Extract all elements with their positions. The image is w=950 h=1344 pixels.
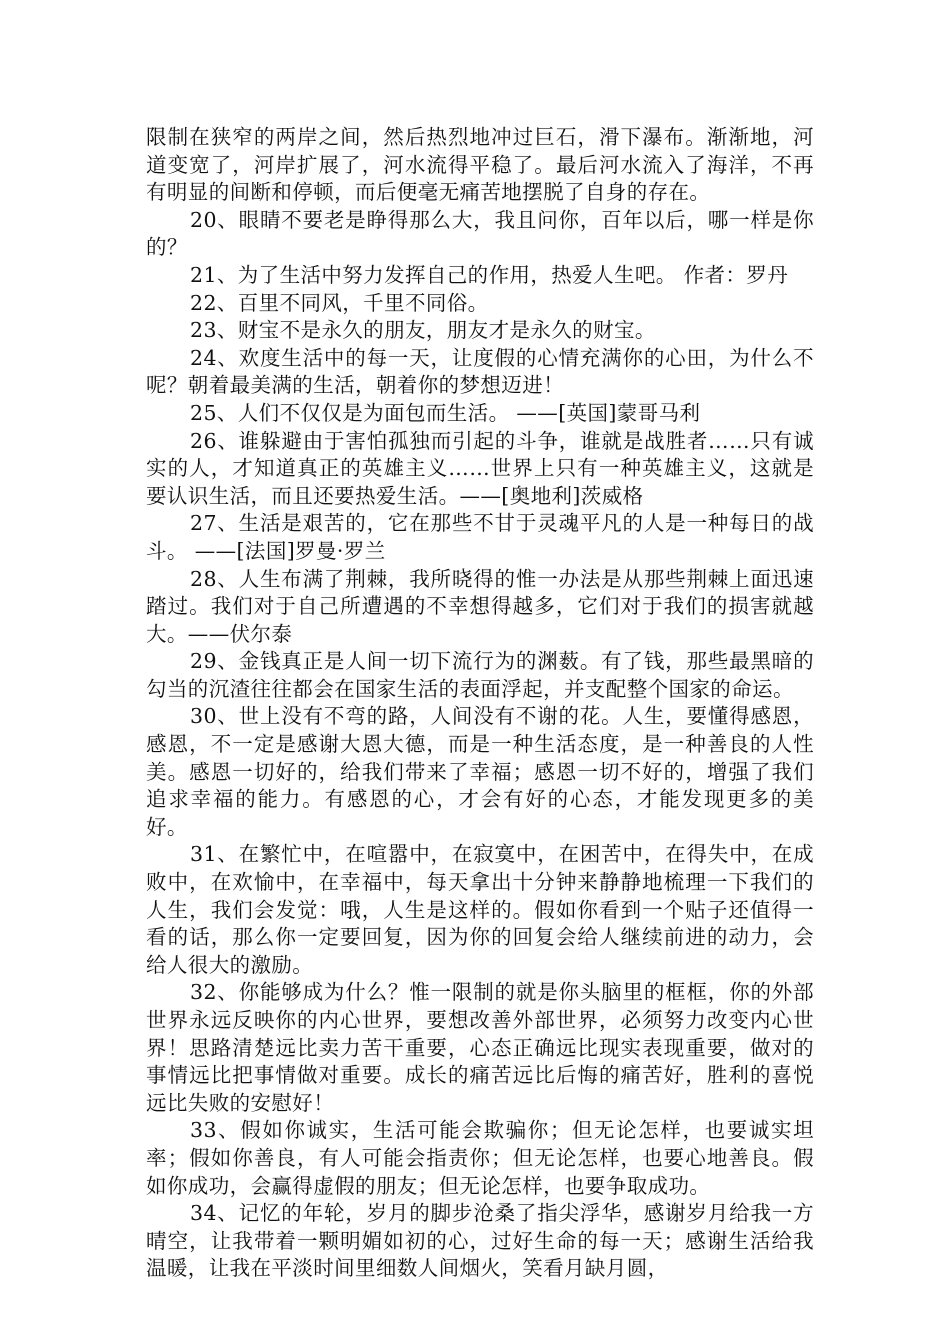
paragraph-quote-30: 30、世上没有不弯的路，人间没有不谢的花。人生，要懂得感恩，感恩，不一定是感谢大恩大德，而是一种生活态度，是一种善良的人性美。感恩一切好的，给我们带来了幸福；感恩一切不好的，增强了我们追求幸福的能力。有感恩的心，才会有好的心态，才能发现更多的美好。	[146, 704, 814, 839]
paragraph-quote-28: 28、人生布满了荆棘，我所晓得的惟一办法是从那些荆棘上面迅速踏过。我们对于自己所遭遇的不幸想得越多，它们对于我们的损害就越大。——伏尔泰	[146, 566, 814, 646]
paragraph-quote-32: 32、你能够成为什么？惟一限制的就是你头脑里的框框，你的外部世界永远反映你的内心世界，要想改善外部世界，必须努力改变内心世界！思路清楚远比卖力苦干重要，心态正确远比现实表现重要，做对的事情远比把事情做对重要。成长的痛苦远比后悔的痛苦好，胜利的喜悦远比失败的安慰好！	[146, 980, 814, 1115]
paragraph-quote-20: 20、眼睛不要老是睁得那么大，我且问你，百年以后，哪一样是你的？	[146, 207, 814, 260]
document-body	[146, 124, 814, 1283]
paragraph-quote-33: 33、假如你诚实，生活可能会欺骗你；但无论怎样，也要诚实坦率；假如你善良，有人可能会指责你；但无论怎样，也要心地善良。假如你成功，会赢得虚假的朋友；但无论怎样，也要争取成功。	[146, 1118, 814, 1198]
paragraph-quote-27: 27、生活是艰苦的，它在那些不甘于灵魂平凡的人是一种每日的战斗。 ——[法国]罗曼·罗兰	[146, 511, 814, 563]
paragraph-quote-24: 24、欢度生活中的每一天，让度假的心情充满你的心田，为什么不呢？朝着最美满的生活，朝着你的梦想迈进！	[146, 345, 814, 398]
paragraph-quote-22: 22、百里不同风，千里不同俗。	[190, 290, 489, 315]
paragraph-quote-29: 29、金钱真正是人间一切下流行为的渊薮。有了钱，那些最黑暗的勾当的沉渣往往都会在国家生活的表面浮起，并支配整个国家的命运。	[146, 649, 814, 701]
paragraph-quote-31: 31、在繁忙中，在喧嚣中，在寂寞中，在困苦中，在得失中，在成败中，在欢愉中，在幸福中，每天拿出十分钟来静静地梳理一下我们的人生，我们会发觉：哦，人生是这样的。假如你看到一个贴子还值得一看的话，那么你一定要回复，因为你的回复会给人继续前进的动力，会给人很大的激励。	[146, 842, 814, 977]
paragraph-quote-34: 34、记忆的年轮，岁月的脚步沧桑了指尖浮华，感谢岁月给我一方晴空，让我带着一颗明媚如初的心，过好生命的每一天；感谢生活给我温暖，让我在平淡时间里细数人间烟火，笑看月缺月圆，	[146, 1201, 814, 1281]
paragraph-quote-26: 26、谁躲避由于害怕孤独而引起的斗争，谁就是战胜者……只有诚实的人，才知道真正的英雄主义……世界上只有一种英雄主义，这就是要认识生活，而且还要热爱生活。——[奥地利]茨威格	[146, 428, 814, 508]
paragraph-quote-23: 23、财宝不是永久的朋友，朋友才是永久的财宝。	[190, 318, 656, 343]
paragraph-quote-25: 25、人们不仅仅是为面包而生活。 ——[英国]蒙哥马利	[190, 400, 701, 425]
paragraph-quote-21: 21、为了生活中努力发挥自己的作用，热爱人生吧。 作者：罗丹	[190, 262, 789, 287]
paragraph-continuation: 限制在狭窄的两岸之间，然后热烈地冲过巨石，滑下瀑布。渐渐地，河道变宽了，河岸扩展了，河水流得平稳了。最后河水流入了海洋，不再有明显的间断和停顿，而后便毫无痛苦地摆脱了自身的存在。	[146, 125, 814, 205]
